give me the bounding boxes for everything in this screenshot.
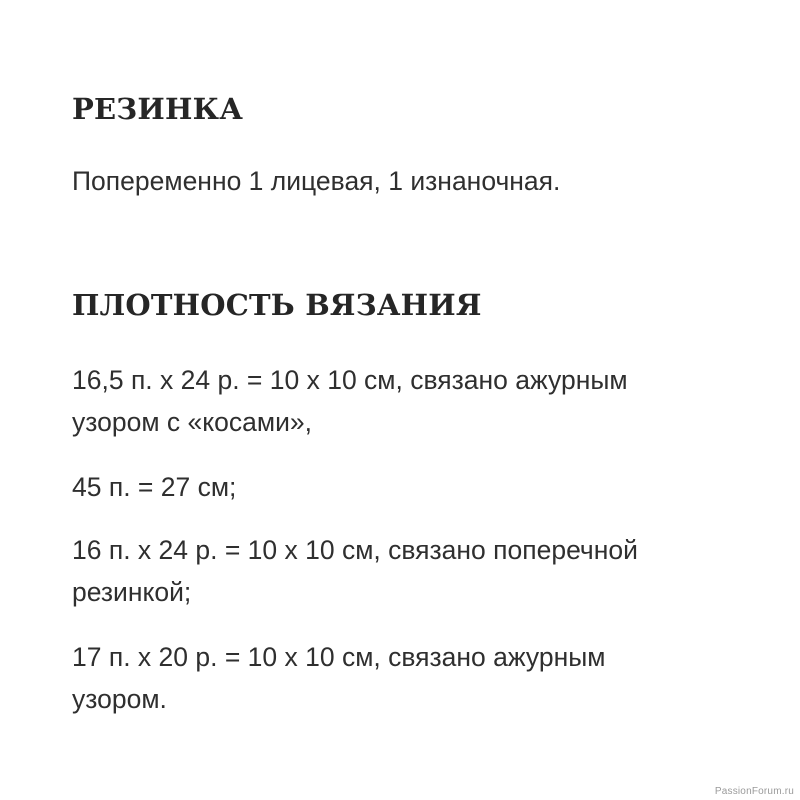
gauge-item-line: 16,5 п. х 24 р. = 10 х 10 см, связано ажурным bbox=[72, 365, 628, 395]
gauge-item-line: 45 п. = 27 см; bbox=[72, 472, 237, 502]
gauge-item-line: узором с «косами», bbox=[72, 407, 312, 437]
gauge-item-line: 17 п. х 20 р. = 10 х 10 см, связано ажурным bbox=[72, 642, 606, 672]
rib-description: Попеременно 1 лицевая, 1 изнаночная. bbox=[72, 166, 561, 196]
gauge-item-line: резинкой; bbox=[72, 577, 192, 607]
section-title-rib: РЕЗИНКА bbox=[72, 92, 244, 126]
gauge-item-line: 16 п. х 24 р. = 10 х 10 см, связано поперечной bbox=[72, 535, 638, 565]
section-title-gauge: ПЛОТНОСТЬ ВЯЗАНИЯ bbox=[72, 288, 482, 322]
gauge-item-line: узором. bbox=[72, 684, 167, 714]
watermark: PassionForum.ru bbox=[714, 786, 794, 797]
